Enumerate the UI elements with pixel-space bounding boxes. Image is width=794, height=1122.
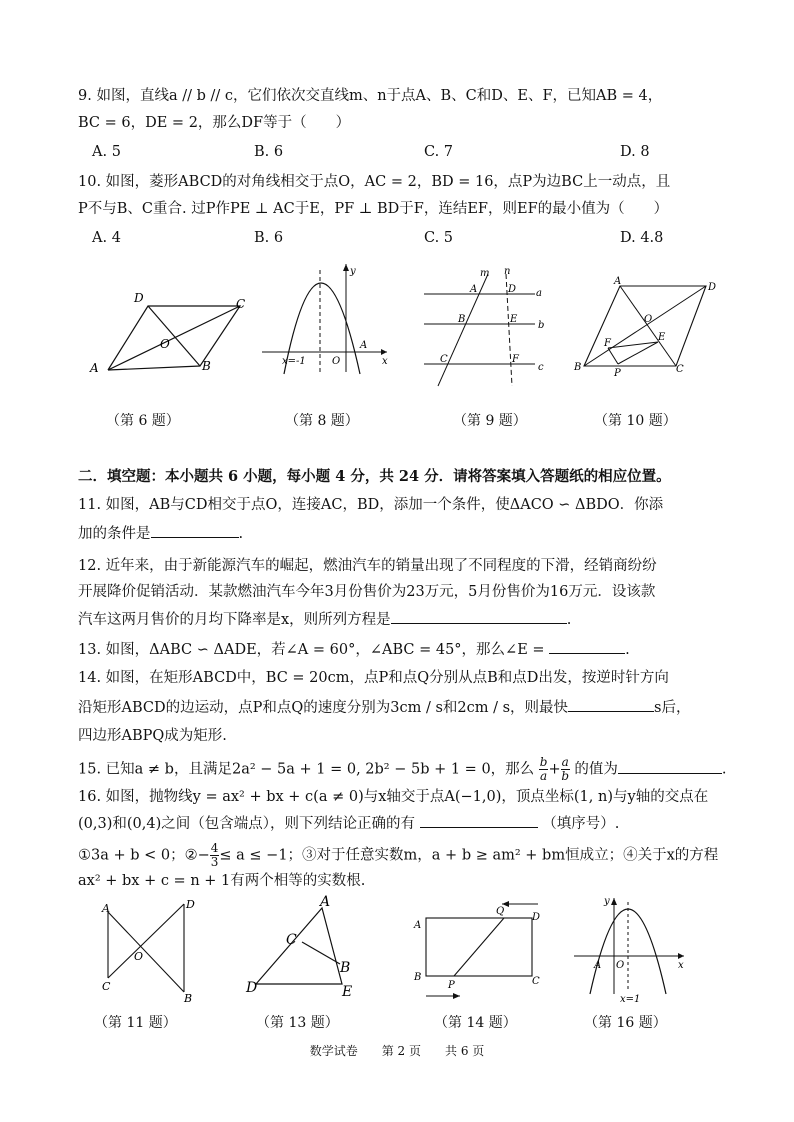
fig14-label-d: D bbox=[532, 912, 541, 923]
q10-option-c: C. 5 bbox=[424, 230, 454, 246]
fig9-label-d: D bbox=[508, 284, 517, 295]
fig9-label-a: A bbox=[470, 284, 478, 295]
q15-line1: 15. 已知a ≠ b，且满足2a² − 5a + 1 = 0, 2b² − 5b + 1 = 0，那么 $\frac{b}{a}$ + $\frac{a}{b}$ 的值为 . bbox=[78, 755, 727, 783]
fig11-label-a: A bbox=[102, 902, 110, 915]
figure-9-parallel-lines bbox=[420, 266, 550, 392]
q11-line1: 11. 如图，AB与CD相交于点O，连接AC，BD，添加一个条件，使ΔACO ∽ ΔBDO．你添 bbox=[78, 497, 664, 513]
q14-line2-unit: s后， bbox=[654, 700, 691, 716]
q10-option-d: D. 4.8 bbox=[620, 230, 664, 246]
fig8-label-o: O bbox=[332, 356, 341, 367]
fig13-label-d: D bbox=[246, 980, 258, 996]
fig11-label-b: B bbox=[184, 992, 193, 1005]
q14-line1: 14. 如图，在矩形ABCD中，BC = 20cm，点P和点Q分别从点B和点D出发，按逆时针方向 bbox=[78, 670, 669, 686]
figure-16-parabola bbox=[572, 894, 692, 1006]
q14-line3: 四边形ABPQ成为矩形. bbox=[78, 728, 227, 744]
figure-6-rhombus bbox=[88, 288, 248, 378]
fig14-label-a: A bbox=[414, 920, 422, 931]
fig6-label-d: D bbox=[134, 291, 144, 305]
q11-answer-blank[interactable] bbox=[151, 523, 239, 538]
q16-line2 bbox=[78, 813, 619, 834]
caption-fig13: （第 13 题） bbox=[256, 1015, 339, 1031]
caption-fig16: （第 16 题） bbox=[584, 1015, 667, 1031]
q9-option-a: A. 5 bbox=[92, 144, 121, 160]
q12-line3-text: 汽车这两月售价的月均下降率是x，则所列方程是 bbox=[78, 612, 391, 628]
fig9-label-n: n bbox=[504, 266, 511, 277]
q16-line4: ax² + bx + c = n + 1有两个相等的实数根. bbox=[78, 873, 366, 889]
q14-line2 bbox=[78, 697, 691, 718]
q16-fraction: $\frac{4}{3}$ bbox=[210, 841, 219, 869]
q15-line1-text-a: 15. 已知a ≠ b，且满足2a² − 5a + 1 = 0, 2b² − 5b + 1 = 0，那么 bbox=[78, 761, 535, 778]
figure-8-parabola bbox=[262, 262, 392, 382]
fig9-label-line-c: c bbox=[538, 362, 544, 373]
fig16-label-y: y bbox=[604, 896, 610, 907]
caption-fig14: （第 14 题） bbox=[434, 1015, 517, 1031]
fig11-label-c: C bbox=[102, 980, 111, 993]
q15-fraction-1: $\frac{b}{a}$ bbox=[539, 755, 548, 783]
fig13-label-e: E bbox=[342, 984, 353, 1000]
q11-line2: 加的条件是 . bbox=[78, 523, 243, 544]
q16-line2-text-a: (0,3)和(0,4)之间（包含端点），则下列结论正确的有 bbox=[78, 816, 415, 832]
q16-line3-text-b: ≤ a ≤ −1；③对于任意实数m，a + b ≥ am² + bm恒成立；④关于x的方程 bbox=[219, 847, 719, 864]
fig9-label-c: C bbox=[440, 354, 448, 365]
fig13-label-c: C bbox=[286, 932, 297, 948]
fig13-label-a: A bbox=[320, 894, 331, 910]
fig9-label-b: B bbox=[458, 314, 466, 325]
q10-option-b: B. 6 bbox=[254, 230, 284, 246]
fig16-label-x: x bbox=[678, 960, 684, 971]
caption-fig6: （第 6 题） bbox=[106, 413, 180, 429]
q10-line2: P不与B、C重合. 过P作PE ⊥ AC于E，PF ⊥ BD于F，连结EF，则EF的最小值为（ ） bbox=[78, 201, 669, 217]
figure-14-rectangle bbox=[412, 894, 552, 1006]
q15-answer-blank[interactable] bbox=[618, 759, 722, 774]
caption-fig10: （第 10 题） bbox=[594, 413, 677, 429]
fig16-label-xline: x=1 bbox=[620, 994, 641, 1005]
q9-line2: BC = 6，DE = 2，那么DF等于（ ） bbox=[78, 115, 351, 131]
figure-10-rhombus bbox=[574, 276, 724, 379]
fig10-label-o: O bbox=[644, 314, 653, 325]
q16-line1: 16. 如图，抛物线y = ax² + bx + c(a ≠ 0)与x轴交于点A(−1,0)，顶点坐标(1, n)与y轴的交点在 bbox=[78, 789, 709, 805]
q10-line1: 10. 如图，菱形ABCD的对角线相交于点O，AC = 2，BD = 16，点P为边BC上一动点，且 bbox=[78, 174, 671, 190]
fig8-label-x: x bbox=[382, 356, 388, 367]
fig9-label-e: E bbox=[510, 314, 518, 325]
section-2-title: 二．填空题：本小题共 6 小题，每小题 4 分，共 24 分．请将答案填入答题纸的相应位置。 bbox=[78, 468, 671, 485]
q9-line1: 9. 如图，直线a // b // c，它们依次交直线m、n于点A、B、C和D、E、F，已知AB = 4， bbox=[78, 88, 663, 104]
q16-line3-text-a: ①3a + b < 0；②− bbox=[78, 847, 210, 864]
fig9-label-m: m bbox=[480, 268, 490, 279]
q16-line3 bbox=[78, 842, 718, 869]
q13-line1: 13. 如图，ΔABC ∽ ΔADE，若∠A = 60°，∠ABC = 45°，那么∠E = . bbox=[78, 639, 630, 660]
q12-line1: 12. 近年来，由于新能源汽车的崛起，燃油汽车的销量出现了不同程度的下滑，经销商纷纷 bbox=[78, 558, 657, 574]
q9-option-d: D. 8 bbox=[620, 144, 650, 160]
q14-answer-blank[interactable] bbox=[568, 697, 654, 712]
fig11-label-d: D bbox=[186, 898, 195, 911]
fig8-label-y: y bbox=[350, 266, 356, 277]
fig6-label-a: A bbox=[90, 361, 99, 375]
fig9-label-line-b: b bbox=[538, 320, 545, 331]
caption-fig11: （第 11 题） bbox=[94, 1015, 177, 1031]
q15-fraction-2: $\frac{a}{b}$ bbox=[561, 755, 570, 783]
q13-line1-text: 13. 如图，ΔABC ∽ ΔADE，若∠A = 60°，∠ABC = 45°，那么∠E = bbox=[78, 642, 545, 658]
caption-fig8: （第 8 题） bbox=[285, 413, 359, 429]
fig9-label-f: F bbox=[512, 354, 519, 365]
q14-line2-text: 沿矩形ABCD的边运动，点P和点Q的速度分别为3cm / s和2cm / s，则最快 bbox=[78, 700, 569, 716]
q10-option-a: A. 4 bbox=[92, 230, 121, 246]
fig6-label-b: B bbox=[202, 359, 211, 373]
fig14-label-p: P bbox=[448, 980, 455, 991]
fig14-label-c: C bbox=[532, 976, 540, 987]
figure-13-triangles bbox=[242, 896, 362, 1006]
fig10-label-c: C bbox=[676, 364, 684, 375]
fig8-label-xline: x=-1 bbox=[282, 356, 306, 367]
fig16-label-o: O bbox=[616, 960, 625, 971]
q12-line3: 汽车这两月售价的月均下降率是x，则所列方程是 . bbox=[78, 609, 571, 630]
fig11-label-o: O bbox=[134, 950, 144, 963]
caption-fig9: （第 9 题） bbox=[453, 413, 527, 429]
fig10-label-p: P bbox=[614, 368, 621, 379]
q12-line2: 开展降价促销活动．某款燃油汽车今年3月份售价为23万元，5月份售价为16万元．设该款 bbox=[78, 584, 656, 600]
q13-answer-blank[interactable] bbox=[549, 639, 625, 654]
fig6-label-c: C bbox=[236, 297, 246, 311]
q15-line1-text-b: 的值为 bbox=[574, 761, 618, 778]
fig13-label-b: B bbox=[340, 960, 351, 976]
q11-line2-text: 加的条件是 bbox=[78, 526, 151, 542]
fig10-label-e: E bbox=[658, 332, 666, 343]
fig10-label-a: A bbox=[614, 276, 622, 287]
q9-option-b: B. 6 bbox=[254, 144, 284, 160]
fig6-label-o: O bbox=[160, 337, 170, 351]
fig10-label-b: B bbox=[574, 362, 582, 373]
fig8-label-a: A bbox=[360, 340, 368, 351]
q12-answer-blank[interactable] bbox=[391, 609, 567, 624]
q16-line2-text-b: （填序号）. bbox=[542, 816, 620, 832]
page-footer: 数学试卷 第 2 页 共 6 页 bbox=[309, 1044, 485, 1058]
fig9-label-line-a: a bbox=[536, 288, 542, 299]
fig10-label-f: F bbox=[604, 338, 611, 349]
q15-plus: + bbox=[548, 761, 561, 778]
q9-option-c: C. 7 bbox=[424, 144, 454, 160]
q16-answer-blank[interactable] bbox=[420, 813, 538, 828]
fig14-label-b: B bbox=[414, 972, 422, 983]
fig16-label-a: A bbox=[594, 960, 602, 971]
fig14-label-q: Q bbox=[496, 906, 505, 917]
fig10-label-d: D bbox=[708, 282, 717, 293]
figure-11-crossing-segments bbox=[98, 900, 198, 1004]
